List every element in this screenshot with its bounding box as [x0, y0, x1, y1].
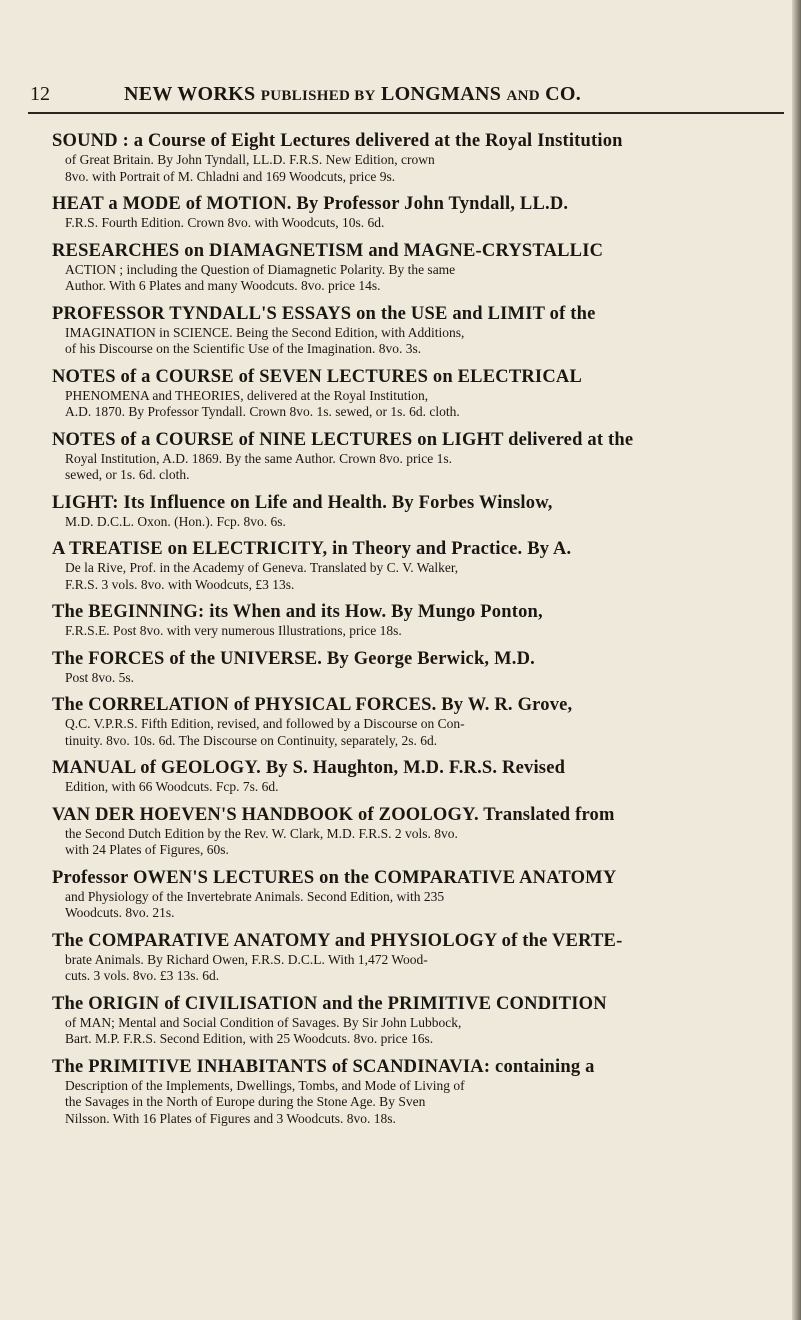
- description-line: of Great Britain. By John Tyndall, LL.D. F.R.S. New Edition, crown: [65, 152, 435, 167]
- page-edge-shadow: [792, 0, 801, 1320]
- book-entry-description: [52, 1015, 777, 1048]
- description-line: F.R.S. 3 vols. 8vo. with Woodcuts, £3 13s.: [65, 576, 295, 592]
- book-entry-heading: MANUAL of GEOLOGY. By S. Haughton, M.D. F.R.S. Revised: [52, 758, 566, 778]
- description-line: sewed, or 1s. 6d. cloth.: [65, 467, 190, 482]
- book-entry-heading: HEAT a MODE of MOTION. By Professor John Tyndall, LL.D.: [52, 194, 569, 214]
- book-entry-description: [52, 262, 777, 295]
- description-line: with 24 Plates of Figures, 60s.: [65, 842, 229, 857]
- book-entry-description: [52, 514, 777, 531]
- book-entry-heading: A TREATISE on ELECTRICITY, in Theory and Practice. By A.: [52, 539, 572, 559]
- book-entry-heading: The CORRELATION of PHYSICAL FORCES. By W. R. Grove,: [52, 695, 573, 715]
- description-line: of his Discourse on the Scientific Use of the Imagination. 8vo. 3s.: [65, 341, 422, 356]
- description-line: IMAGINATION in SCIENCE. Being the Second Edition, with Additions,: [65, 324, 465, 340]
- book-entry-heading: The FORCES of the UNIVERSE. By George Berwick, M.D.: [52, 648, 535, 669]
- book-entry: [52, 805, 777, 859]
- description-line: F.R.S.E. Post 8vo. with very numerous Illustrations, price 18s.: [65, 623, 402, 638]
- book-entry: [52, 304, 777, 358]
- book-entry-description: [52, 670, 777, 687]
- book-entry-description: [52, 889, 777, 922]
- description-line: the Second Dutch Edition by the Rev. W. Clark, M.D. F.R.S. 2 vols. 8vo.: [65, 825, 458, 841]
- description-line: of MAN; Mental and Social Condition of Savages. By Sir John Lubbock,: [65, 1014, 462, 1030]
- book-entry-description: [52, 325, 777, 358]
- book-entry-heading: The BEGINNING: its When and its How. By Mungo Ponton,: [52, 602, 543, 622]
- book-entry: [52, 493, 777, 531]
- book-entry: [52, 539, 777, 593]
- book-entry-heading: NOTES of a COURSE of NINE LECTURES on LIGHT delivered at the: [52, 429, 634, 450]
- running-title: [124, 83, 581, 106]
- description-line: and Physiology of the Invertebrate Animals. Second Edition, with 235: [65, 888, 445, 904]
- book-entry-heading: SOUND : a Course of Eight Lectures delivered at the Royal Institution: [52, 131, 623, 151]
- book-entry: [52, 241, 777, 295]
- book-entry-heading: VAN DER HOEVEN'S HANDBOOK of ZOOLOGY. Translated from: [52, 804, 615, 825]
- description-line: Author. With 6 Plates and many Woodcuts. 8vo. price 14s.: [65, 278, 381, 293]
- book-entry-description: [52, 1078, 777, 1128]
- book-entry: [52, 602, 777, 640]
- description-line: A.D. 1870. By Professor Tyndall. Crown 8vo. 1s. sewed, or 1s. 6d. cloth.: [65, 404, 460, 419]
- description-line: F.R.S. Fourth Edition. Crown 8vo. with Woodcuts, 10s. 6d.: [65, 215, 385, 230]
- description-line: Description of the Implements, Dwellings, Tombs, and Mode of Living of: [65, 1077, 465, 1093]
- book-entry-heading: The ORIGIN of CIVILISATION and the PRIMITIVE CONDITION: [52, 993, 607, 1014]
- running-title-part: AND: [506, 88, 540, 104]
- book-entry: [52, 695, 777, 749]
- description-line: 8vo. with Portrait of M. Chladni and 169 Woodcuts, price 9s.: [65, 168, 396, 184]
- book-entry-heading: The COMPARATIVE ANATOMY and PHYSIOLOGY of the VERTE-: [52, 930, 623, 951]
- book-entry-heading: Professor OWEN'S LECTURES on the COMPARATIVE ANATOMY: [52, 867, 617, 888]
- description-line: Woodcuts. 8vo. 21s.: [65, 905, 175, 920]
- book-entry-description: [52, 826, 777, 859]
- description-line: Bart. M.P. F.R.S. Second Edition, with 25 Woodcuts. 8vo. price 16s.: [65, 1031, 434, 1046]
- description-line: brate Animals. By Richard Owen, F.R.S. D.C.L. With 1,472 Wood-: [65, 951, 428, 967]
- book-entry-description: [52, 716, 777, 749]
- book-entry: [52, 430, 777, 484]
- book-entry-heading: The PRIMITIVE INHABITANTS of SCANDINAVIA: containing a: [52, 1056, 595, 1077]
- description-line: tinuity. 8vo. 10s. 6d. The Discourse on Continuity, separately, 2s. 6d.: [65, 732, 438, 748]
- book-entry: [52, 931, 777, 985]
- running-title-part: CO.: [539, 83, 582, 105]
- book-entry-heading: RESEARCHES on DIAMAGNETISM and MAGNE-CRYSTALLIC: [52, 240, 604, 261]
- book-entry: [52, 649, 777, 687]
- book-entry: [52, 758, 777, 796]
- book-entry: [52, 1057, 777, 1128]
- running-title-part: LONGMANS: [375, 83, 507, 105]
- header-rule: [28, 112, 784, 114]
- book-entry-description: [52, 215, 777, 232]
- book-entry-heading: NOTES of a COURSE of SEVEN LECTURES on ELECTRICAL: [52, 366, 582, 387]
- book-entry: [52, 994, 777, 1048]
- description-line: PHENOMENA and THEORIES, delivered at the Royal Institution,: [65, 387, 429, 403]
- description-line: Nilsson. With 16 Plates of Figures and 3 Woodcuts. 8vo. 18s.: [65, 1110, 396, 1126]
- book-entry-description: [52, 451, 777, 484]
- description-line: cuts. 3 vols. 8vo. £3 13s. 6d.: [65, 968, 220, 983]
- running-header: [30, 83, 782, 109]
- description-line: De la Rive, Prof. in the Academy of Geneva. Translated by C. V. Walker,: [65, 560, 459, 575]
- book-entry-description: [52, 779, 777, 796]
- book-entry-description: [52, 952, 777, 985]
- description-line: Post 8vo. 5s.: [65, 669, 135, 685]
- description-line: Q.C. V.P.R.S. Fifth Edition, revised, and followed by a Discourse on Con-: [65, 716, 465, 731]
- book-entry-description: [52, 560, 777, 593]
- book-entry: [52, 194, 777, 232]
- book-entry-description: [52, 623, 777, 640]
- description-line: M.D. D.C.L. Oxon. (Hon.). Fcp. 8vo. 6s.: [65, 513, 286, 529]
- book-entry: [52, 131, 777, 185]
- description-line: Royal Institution, A.D. 1869. By the same Author. Crown 8vo. price 1s.: [65, 450, 452, 466]
- running-title-part: PUBLISHED BY: [260, 88, 376, 104]
- book-entry-heading: PROFESSOR TYNDALL'S ESSAYS on the USE and LIMIT of the: [52, 303, 596, 324]
- book-entry: [52, 367, 777, 421]
- book-entry-description: [52, 152, 777, 185]
- description-line: the Savages in the North of Europe during the Stone Age. By Sven: [65, 1094, 426, 1109]
- description-line: ACTION ; including the Question of Diamagnetic Polarity. By the same: [65, 261, 456, 277]
- book-list: [52, 131, 777, 1136]
- book-entry-heading: LIGHT: Its Influence on Life and Health. By Forbes Winslow,: [52, 492, 553, 513]
- book-entry: [52, 868, 777, 922]
- book-entry-description: [52, 388, 777, 421]
- running-title-part: NEW WORKS: [124, 83, 261, 105]
- page-number: 12: [30, 83, 50, 105]
- description-line: Edition, with 66 Woodcuts. Fcp. 7s. 6d.: [65, 779, 279, 794]
